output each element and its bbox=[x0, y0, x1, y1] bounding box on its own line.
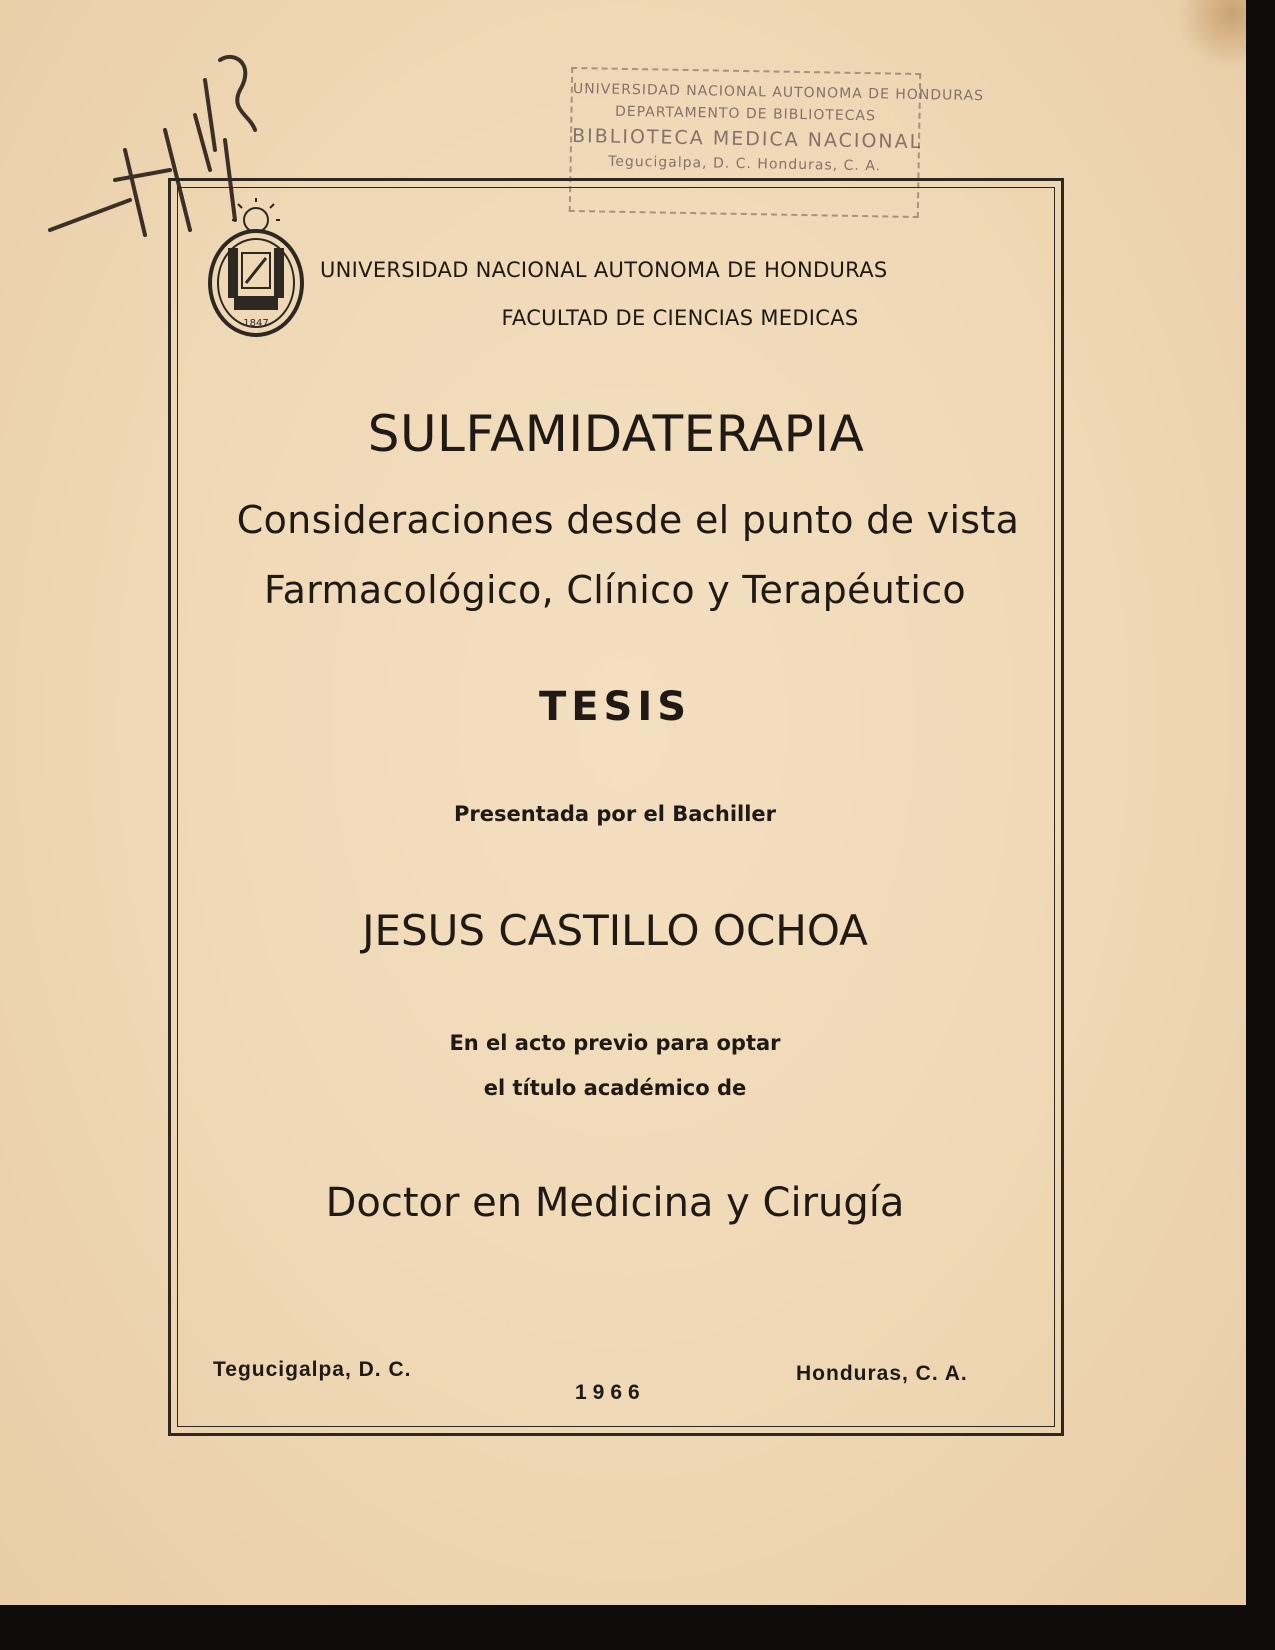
thesis-title: SULFAMIDATERAPIA bbox=[367, 405, 865, 463]
stamp-line-3: BIBLIOTECA MEDICA NACIONAL bbox=[571, 124, 923, 154]
seal-year: 1847 bbox=[243, 318, 269, 329]
degree-title: Doctor en Medicina y Cirugía bbox=[325, 1180, 905, 1226]
faculty-name: FACULTAD DE CIENCIAS MEDICAS bbox=[501, 306, 859, 330]
subtitle-line-2: Farmacológico, Clínico y Terapéutico bbox=[264, 568, 966, 612]
publication-year: 1966 bbox=[575, 1381, 646, 1404]
subtitle-line-1: Consideraciones desde el punto de vista bbox=[236, 498, 1020, 542]
stamp-line-1: UNIVERSIDAD NACIONAL AUTONOMA DE HONDURAS bbox=[572, 80, 985, 105]
country: Honduras, C. A. bbox=[796, 1362, 968, 1385]
stamp-line-2: DEPARTAMENTO DE BIBLIOTECAS bbox=[614, 103, 877, 125]
stamp-line-4: Tegucigalpa, D. C. Honduras, C. A. bbox=[608, 153, 882, 175]
purpose-line-1: En el acto previo para optar bbox=[449, 1031, 781, 1055]
document-type: TESIS bbox=[538, 684, 692, 730]
author-name: JESUS CASTILLO OCHOA bbox=[362, 906, 868, 955]
city: Tegucigalpa, D. C. bbox=[213, 1358, 412, 1381]
purpose-line-2: el título académico de bbox=[483, 1076, 747, 1100]
institution-name: UNIVERSIDAD NACIONAL AUTONOMA DE HONDURAS bbox=[320, 258, 888, 282]
presented-by: Presentada por el Bachiller bbox=[453, 802, 777, 826]
paper-stain bbox=[1176, 0, 1246, 70]
